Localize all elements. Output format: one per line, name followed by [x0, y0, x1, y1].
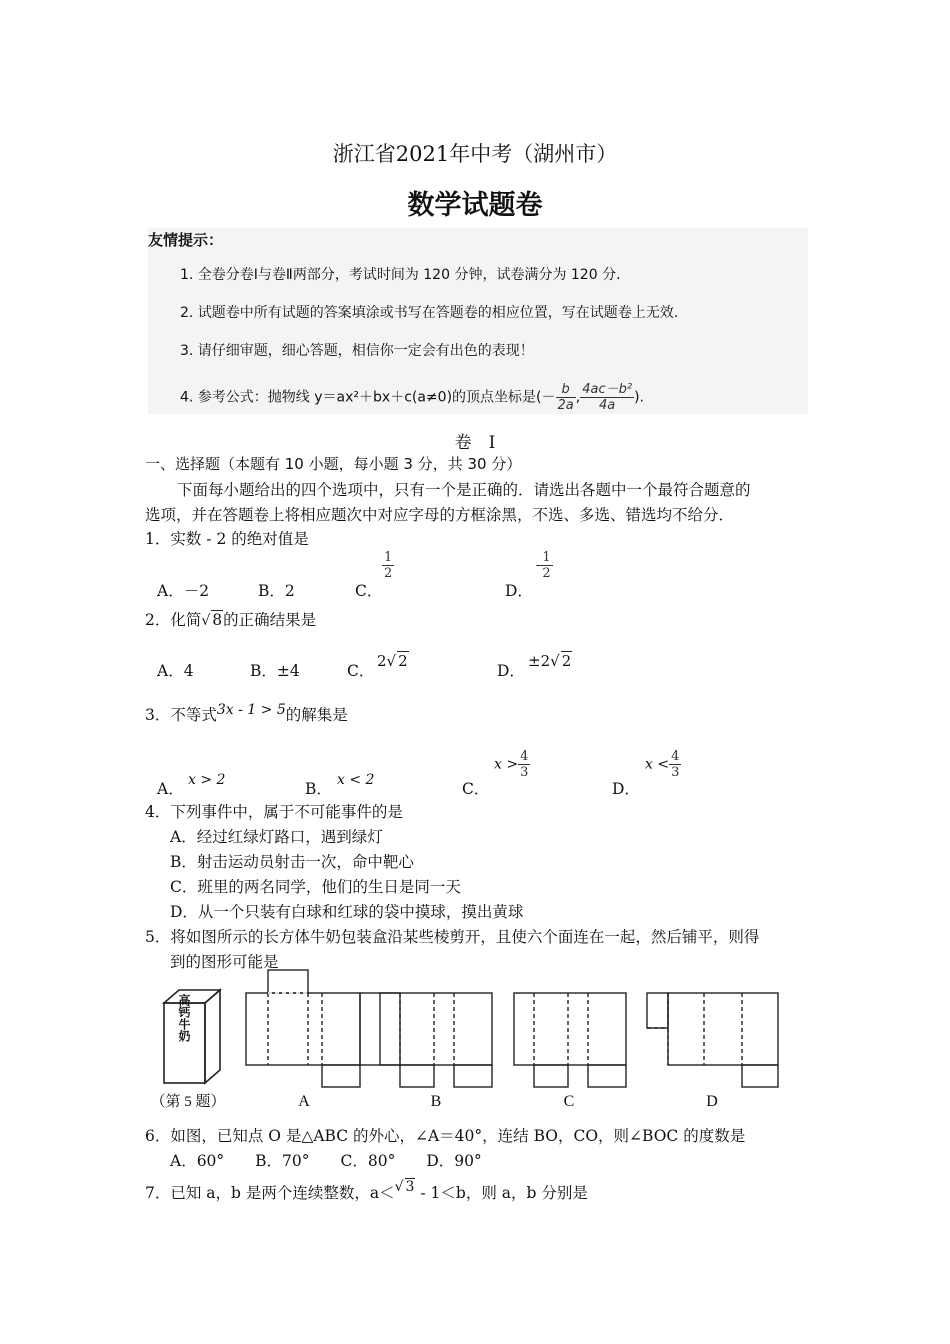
net-b-label: B [430, 1093, 442, 1110]
q2-option-a: A．4 [157, 662, 194, 680]
q7-stem: 7．已知 a，b 是两个连续整数，a＜√ 3 - 1＜b，则 a，b 分别是 [145, 1179, 588, 1202]
q5-stem-line-2: 到的图形可能是 [170, 953, 279, 971]
net-b [380, 993, 492, 1087]
q1-option-b: B．2 [258, 582, 295, 600]
vertex-x-num: b [556, 382, 576, 398]
net-c [514, 993, 626, 1087]
tips-heading: 友情提示： [148, 231, 224, 249]
q5-fig-caption: （第 5 题） [150, 1094, 226, 1110]
q7-stem-post: - 1＜b，则 a，b 分别是 [415, 1184, 588, 1202]
q3-option-b: B． [305, 780, 332, 798]
q4-option-a: A．经过红绿灯路口，遇到绿灯 [170, 828, 383, 846]
tip-item-4-text: 4. 参考公式：抛物线 y＝ax²＋bx＋c(a≠0)的顶点坐标是 [180, 389, 537, 406]
q4-option-d: D．从一个只装有白球和红球的袋中摸球，摸出黄球 [170, 903, 524, 921]
q2-stem: 2．化简√ 8的正确结果是 [145, 611, 317, 629]
q3-d-den: 3 [671, 765, 680, 780]
q2-d-coef: ±2 [528, 652, 551, 670]
q7-radicand: 3 [405, 1179, 415, 1195]
q3-stem-pre: 3．不等式 [145, 706, 217, 724]
q3-stem [145, 703, 348, 725]
net-d-label: D [706, 1093, 718, 1110]
q3-d-expr [645, 749, 681, 780]
tip-item-4: 4. 参考公式：抛物线 y＝ax²＋bx＋c(a≠0)的顶点坐标是(－ $\frac{b}{2a}$ , $\frac{\text{4ac－b²}}{4a}$ ). [180, 382, 644, 413]
exam-main-title: 数学试题卷 [407, 190, 543, 221]
net-d [647, 993, 778, 1087]
q3-inequality: 3x - 1 > 5 [216, 702, 286, 718]
q3-option-d: D． [612, 780, 640, 798]
q4-option-c: C．班里的两名同学，他们的生日是同一天 [170, 878, 461, 896]
q2-option-c: C． [347, 662, 375, 680]
section-heading: 一、选择题（本题有 10 小题，每小题 3 分，共 30 分） [145, 455, 522, 473]
vertex-x-den: 2a [557, 398, 574, 413]
q2-option-d-expr: ±2√ 2 [528, 652, 572, 670]
q1-option-c-fraction [382, 550, 394, 581]
q7-stem-pre: 7．已知 a，b 是两个连续整数，a＜ [145, 1184, 395, 1202]
q5-figure [150, 968, 790, 1116]
tip-item-2: 2. 试题卷中所有试题的答案填涂或书写在答题卷的相应位置，写在试题卷上无效. [180, 305, 679, 321]
q3-option-a: A． [157, 780, 184, 798]
q2-c-coef: 2 [377, 652, 387, 670]
net-a-label: A [298, 1093, 310, 1110]
q1-d-den: 2 [542, 566, 551, 581]
q5-stem-line-1: 5．将如图所示的长方体牛奶包装盒沿某些棱剪开，且使六个面连在一起，然后铺平，则得 [145, 928, 760, 946]
q2-option-b: B．±4 [250, 662, 300, 680]
q3-option-c: C． [462, 780, 490, 798]
q2-radicand: 8 [212, 611, 223, 629]
q1-c-num: 1 [384, 550, 393, 565]
exam-region-title: 浙江省2021年中考（湖州市） [332, 142, 618, 166]
q1-option-d-fraction [536, 550, 553, 581]
q3-b-expr: x < 2 [337, 772, 375, 788]
q2-c-rad: 2 [398, 652, 408, 670]
q4-option-b: B．射击运动员射击一次，命中靶心 [170, 853, 414, 871]
tip-item-3: 3. 请仔细审题，细心答题，相信你一定会有出色的表现！ [180, 343, 534, 359]
tip-item-1: 1. 全卷分卷Ⅰ与卷Ⅱ两部分，考试时间为 120 分钟，试卷满分为 120 分. [180, 267, 621, 283]
q3-c-lhs: x > [494, 756, 519, 773]
net-c-label: C [563, 1093, 575, 1110]
milk-box-figure [164, 990, 220, 1083]
q2-option-c-expr: 2√ 2 [377, 652, 408, 670]
q3-stem-post: 的解集是 [285, 706, 348, 724]
q1-option-a: A．－2 [157, 582, 210, 600]
q2-option-d: D． [497, 662, 525, 680]
instruction-line-1: 下面每小题给出的四个选项中，只有一个是正确的．请选出各题中一个最符合题意的 [177, 481, 751, 499]
q1-option-d: D． [505, 582, 533, 600]
instruction-line-2: 选项，并在答题卷上将相应题次中对应字母的方框涂黑，不选、多选、错选均不给分． [145, 506, 735, 524]
q1-option-c: C． [355, 582, 383, 600]
vertex-y-num: 4ac－b² [582, 382, 633, 397]
q3-c-num: 4 [520, 749, 529, 764]
q3-d-num: 4 [671, 749, 680, 764]
q1-d-sign: - [536, 558, 541, 573]
q3-a-expr: x > 2 [188, 772, 226, 788]
q4-stem: 4．下列事件中，属于不可能事件的是 [145, 803, 403, 821]
q6-stem: 6．如图，已知点 O 是△ABC 的外心，∠A＝40°，连结 BO，CO，则∠BOC 的度数是 [145, 1127, 746, 1145]
milk-box-label: 高钙牛奶 [177, 994, 191, 1042]
part-label: 卷 I [454, 433, 496, 453]
q2-stem-pre: 2．化简 [145, 611, 202, 629]
q3-c-expr [494, 749, 530, 780]
q2-stem-post: 的正确结果是 [223, 611, 317, 629]
q1-c-den: 2 [384, 566, 393, 581]
net-a [246, 970, 400, 1087]
q1-d-num: 1 [542, 550, 551, 565]
vertex-y-den: 4a [599, 398, 616, 413]
q2-d-rad: 2 [561, 652, 572, 670]
q3-c-den: 3 [520, 765, 529, 780]
q3-d-lhs: x < [645, 756, 670, 773]
q6-options: A．60° B．70° C．80° D．90° [170, 1152, 482, 1170]
q1-stem: 1．实数 - 2 的绝对值是 [145, 530, 309, 548]
